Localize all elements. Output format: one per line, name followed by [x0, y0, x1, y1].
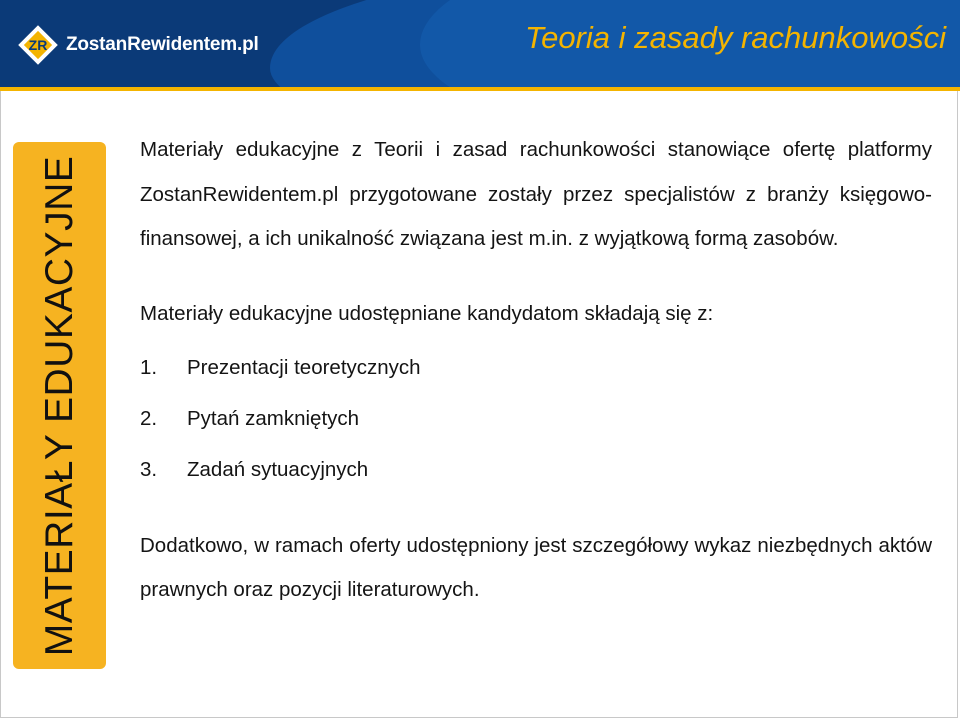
list-number: 3.	[140, 458, 158, 481]
list-item-label: Zadań sytuacyjnych	[187, 458, 369, 481]
zr-logo-icon	[18, 25, 58, 65]
main-content	[140, 128, 932, 613]
side-label-box	[13, 142, 106, 669]
intro-paragraph: Materiały edukacyjne z Teorii i zasad rachunkowości stanowiące ofertę platformy ZostanRewidentem.pl przygotowane zostały przez specjalistów z branży księgowo-finansowej, a ich unikalność związana jest m.in. z wyjątkową formą zasobów.	[140, 138, 932, 250]
svg-text:ZR: ZR	[28, 37, 48, 53]
materials-list	[140, 343, 932, 496]
page-title: Teoria i zasady rachunkowości	[524, 20, 946, 55]
closing-paragraph: Dodatkowo, w ramach oferty udostępniony jest szczegółowy wykaz niezbędnych aktów prawnych oraz pozycji literaturowych.	[140, 533, 932, 601]
list-item	[140, 394, 932, 445]
header-banner	[0, 0, 960, 87]
list-lead: Materiały edukacyjne udostępniane kandydatom składają się z:	[140, 301, 714, 325]
list-item-label: Pytań zamkniętych	[187, 407, 360, 430]
side-label-text: MATERIAŁY EDUKACYJNE	[37, 155, 81, 656]
site-logo[interactable]	[18, 24, 259, 66]
list-item	[140, 445, 932, 496]
list-item	[140, 343, 932, 394]
list-item-label: Prezentacji teoretycznych	[187, 356, 421, 379]
list-number: 2.	[140, 407, 158, 430]
logo-text: ZostanRewidentem.pl	[66, 34, 259, 55]
header-divider	[0, 87, 960, 91]
list-number: 1.	[140, 356, 158, 379]
